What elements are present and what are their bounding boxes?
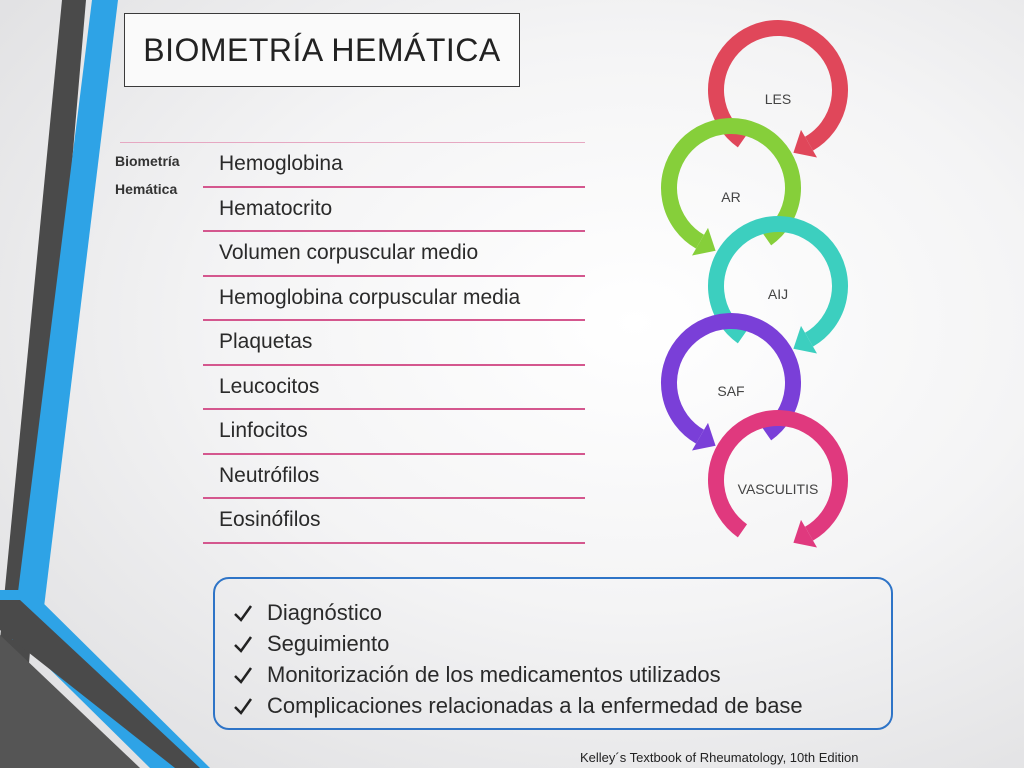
checkmark-icon bbox=[233, 697, 255, 715]
bullet-item bbox=[233, 690, 891, 721]
hierarchy-item: Plaquetas bbox=[203, 321, 585, 366]
bullet-text: Complicaciones relacionadas a la enfermedad de base bbox=[267, 692, 803, 718]
bullet-item bbox=[233, 659, 891, 690]
hierarchy-item: Leucocitos bbox=[203, 366, 585, 411]
hierarchy-item: Linfocitos bbox=[203, 410, 585, 455]
slide-title: BIOMETRÍA HEMÁTICA bbox=[124, 13, 520, 87]
checkmark-icon bbox=[233, 604, 255, 622]
hierarchy-item: Volumen corpuscular medio bbox=[203, 232, 585, 277]
bullet-item bbox=[233, 597, 891, 628]
cycle-label-vasculitis: VASCULITIS bbox=[737, 481, 819, 497]
cycle-label-les: LES bbox=[764, 91, 792, 107]
hierarchy-item: Neutrófilos bbox=[203, 455, 585, 500]
hierarchy-item: Eosinófilos bbox=[203, 499, 585, 544]
cycle-arrow-vasculitis bbox=[716, 418, 840, 534]
bullet-item bbox=[233, 628, 891, 659]
citation-footer: Kelley´s Textbook of Rheumatology, 10th Edition bbox=[580, 750, 859, 765]
cycle-label-aij: AIJ bbox=[767, 286, 789, 302]
checkmark-icon bbox=[233, 666, 255, 684]
hierarchy-root-line1: Biometría bbox=[115, 153, 180, 169]
cycle-label-saf: SAF bbox=[717, 383, 745, 399]
cycle-label-ar: AR bbox=[721, 189, 741, 205]
usage-bullet-box bbox=[213, 577, 893, 730]
bullet-text: Seguimiento bbox=[267, 630, 390, 656]
hierarchy-root-line2: Hemática bbox=[115, 181, 178, 197]
bullet-text: Diagnóstico bbox=[267, 599, 382, 625]
hierarchy-item: Hemoglobina corpuscular media bbox=[203, 277, 585, 322]
hierarchy-item: Hemoglobina bbox=[203, 143, 585, 188]
hierarchy-item: Hematocrito bbox=[203, 188, 585, 233]
bullet-text: Monitorización de los medicamentos utilizados bbox=[267, 661, 721, 687]
checkmark-icon bbox=[233, 635, 255, 653]
